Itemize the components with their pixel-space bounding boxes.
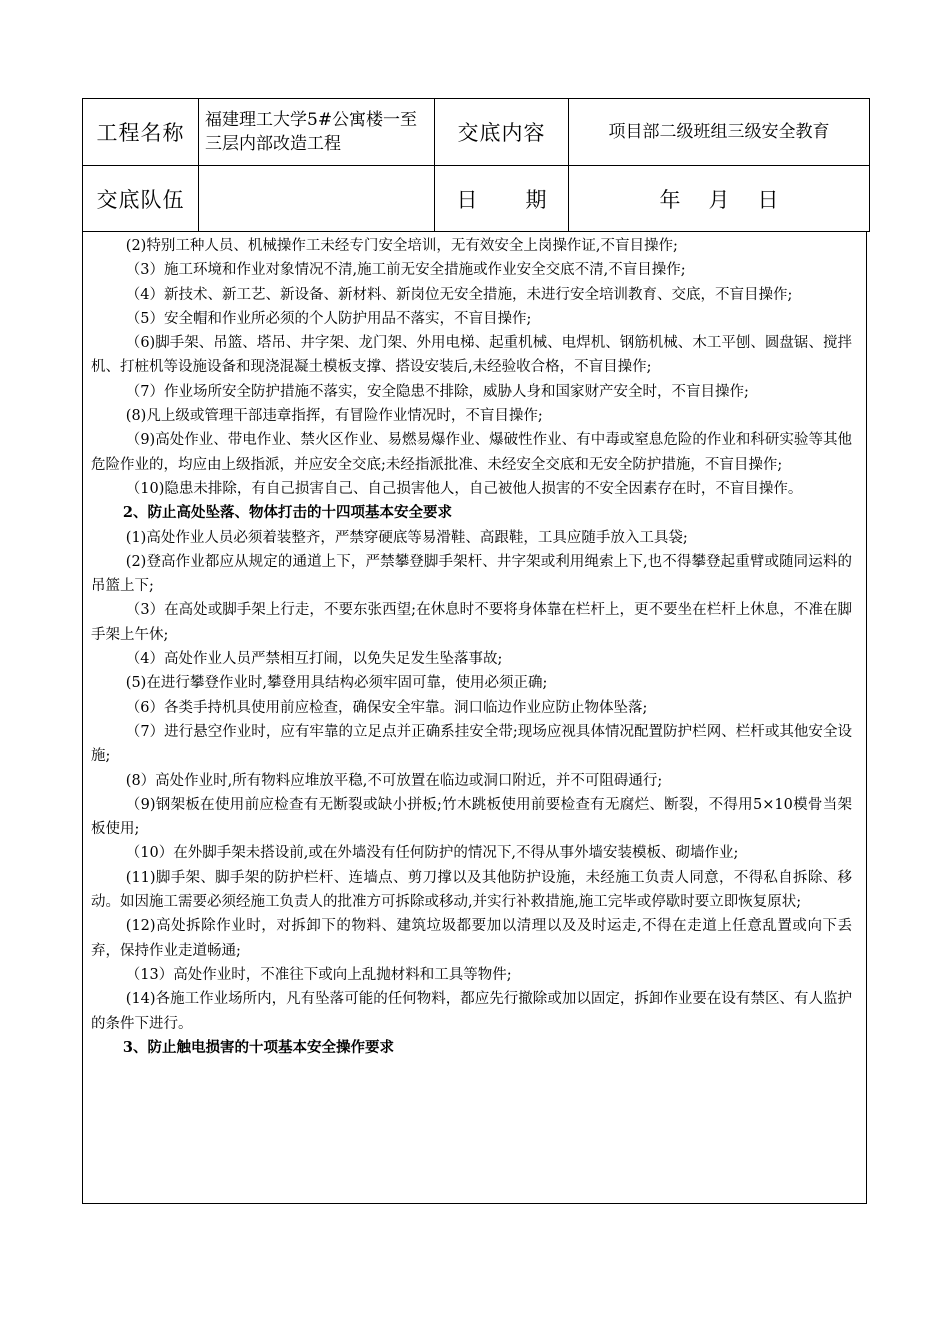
date-label-char-2: 期 bbox=[525, 187, 547, 212]
project-name-value: 福建理工大学5#公寓楼一至三层内部改造工程 bbox=[199, 99, 435, 166]
rule-paragraph: (2)登高作业都应从规定的通道上下，严禁攀登脚手架杆、井字架或利用绳索上下,也不得攀登起重臂或随同运料的吊篮上下; bbox=[91, 553, 852, 595]
rule-paragraph: （5）安全帽和作业所必须的个人防护用品不落实，不盲目操作; bbox=[125, 310, 532, 327]
content-label: 交底内容 bbox=[435, 99, 569, 166]
rule-paragraph: （3）在高处或脚手架上行走，不要东张西望;在休息时不要将身体靠在栏杆上，更不要坐在栏杆上休息，不准在脚手架上午休; bbox=[91, 602, 852, 643]
project-name-label: 工程名称 bbox=[83, 99, 199, 166]
content-body bbox=[82, 232, 867, 1204]
header-table bbox=[82, 98, 870, 232]
date-year: 年 bbox=[659, 187, 681, 212]
rule-paragraph: (12)高处拆除作业时，对拆卸下的物料、建筑垃圾都要加以清理以及及时运走,不得在走道上任意乱置或向下丢弃，保持作业走道畅通; bbox=[91, 918, 852, 959]
rule-paragraph: （7）作业场所安全防护措施不落实，安全隐患不排除，威胁人身和国家财产安全时，不盲目操作; bbox=[125, 383, 749, 400]
rule-paragraph: （9)高处作业、带电作业、禁火区作业、易燃易爆作业、爆破性作业、有中毒或窒息危险的作业和科研实验等其他危险作业的，均应由上级指派，并应安全交底;未经指派批准、未经安全交底和无安全防护措施，不盲目操作; bbox=[91, 432, 852, 473]
section-heading: 2、防止高处坠落、物体打击的十四项基本安全要求 bbox=[122, 504, 452, 522]
rule-paragraph: (2)特别工种人员、机械操作工未经专门安全培训，无有效安全上岗操作证,不盲目操作; bbox=[125, 238, 678, 254]
rule-paragraph: (5)在进行攀登作业时,攀登用具结构必须牢固可靠，使用必须正确; bbox=[125, 675, 548, 692]
rule-paragraph: （6)脚手架、吊篮、塔吊、井字架、龙门架、外用电梯、起重机械、电焊机、钢筋机械、木工平刨、圆盘锯、搅拌机、打桩机等设施设备和现浇混凝土模板支撑、搭设安装后,未经验收合格，不盲目操作; bbox=[91, 335, 852, 376]
date-label bbox=[435, 166, 569, 232]
rule-paragraph: （10)隐患未排除，有自己损害自己、自己损害他人，自己被他人损害的不安全因素存在时，不盲目操作。 bbox=[125, 480, 803, 497]
rule-paragraph: （7）进行悬空作业时，应有牢靠的立足点并正确系挂安全带;现场应视具体情况配置防护栏网、栏杆或其他安全设施; bbox=[91, 723, 852, 765]
date-month: 月 bbox=[708, 187, 730, 212]
rule-paragraph: （6）各类手持机具使用前应检查，确保安全牢靠。洞口临边作业应防止物体坠落; bbox=[125, 699, 648, 716]
date-day: 日 bbox=[757, 187, 779, 212]
content-value: 项目部二级班组三级安全教育 bbox=[569, 99, 870, 166]
rule-paragraph: (14)各施工作业场所内，凡有坠落可能的任何物料，都应先行撤除或加以固定，拆卸作业要在设有禁区、有人监护的条件下进行。 bbox=[91, 991, 852, 1032]
team-label: 交底队伍 bbox=[83, 166, 199, 232]
rule-paragraph: （10）在外脚手架未搭设前,或在外墙没有任何防护的情况下,不得从事外墙安装模板、砌墙作业; bbox=[125, 845, 739, 862]
date-value bbox=[569, 166, 870, 232]
rule-paragraph: (8）高处作业时,所有物料应堆放平稳,不可放置在临边或洞口附近，并不可阻碍通行; bbox=[125, 772, 663, 789]
rule-paragraph: （4）新技术、新工艺、新设备、新材料、新岗位无安全措施，未进行安全培训教育、交底，不盲目操作; bbox=[125, 286, 793, 303]
section-heading: 3、防止触电损害的十项基本安全操作要求 bbox=[122, 1038, 394, 1056]
rule-paragraph: （3）施工环境和作业对象情况不清,施工前无安全措施或作业安全交底不清,不盲目操作; bbox=[125, 262, 686, 279]
header-row-project bbox=[83, 99, 870, 166]
date-label-char-1: 日 bbox=[456, 187, 478, 212]
rule-paragraph: (11)脚手架、脚手架的防护栏杆、连墙点、剪刀撑以及其他防护设施，未经施工负责人同意，不得私自拆除、移动。如因施工需要必须经施工负责人的批准方可拆除或移动,并实行补救措施,施工完毕或停歇时要立即恢复原状; bbox=[91, 869, 852, 911]
header-row-team bbox=[83, 166, 870, 232]
rule-paragraph: （9)钢架板在使用前应检查有无断裂或缺小拼板;竹木跳板使用前要检查有无腐烂、断裂，不得用5×10模骨当架板使用; bbox=[91, 796, 852, 838]
rule-paragraph: (1)高处作业人员必须着装整齐，严禁穿硬底等易滑鞋、高跟鞋，工具应随手放入工具袋; bbox=[125, 529, 688, 546]
rule-paragraph: (8)凡上级或管理干部违章指挥，有冒险作业情况时，不盲目操作; bbox=[125, 408, 543, 425]
briefing-document bbox=[82, 98, 869, 1204]
rule-paragraph: （13）高处作业时，不准往下或向上乱抛材料和工具等物件; bbox=[125, 966, 512, 983]
team-value bbox=[199, 166, 435, 232]
rule-paragraph: （4）高处作业人员严禁相互打闹，以免失足发生坠落事故; bbox=[125, 651, 503, 668]
